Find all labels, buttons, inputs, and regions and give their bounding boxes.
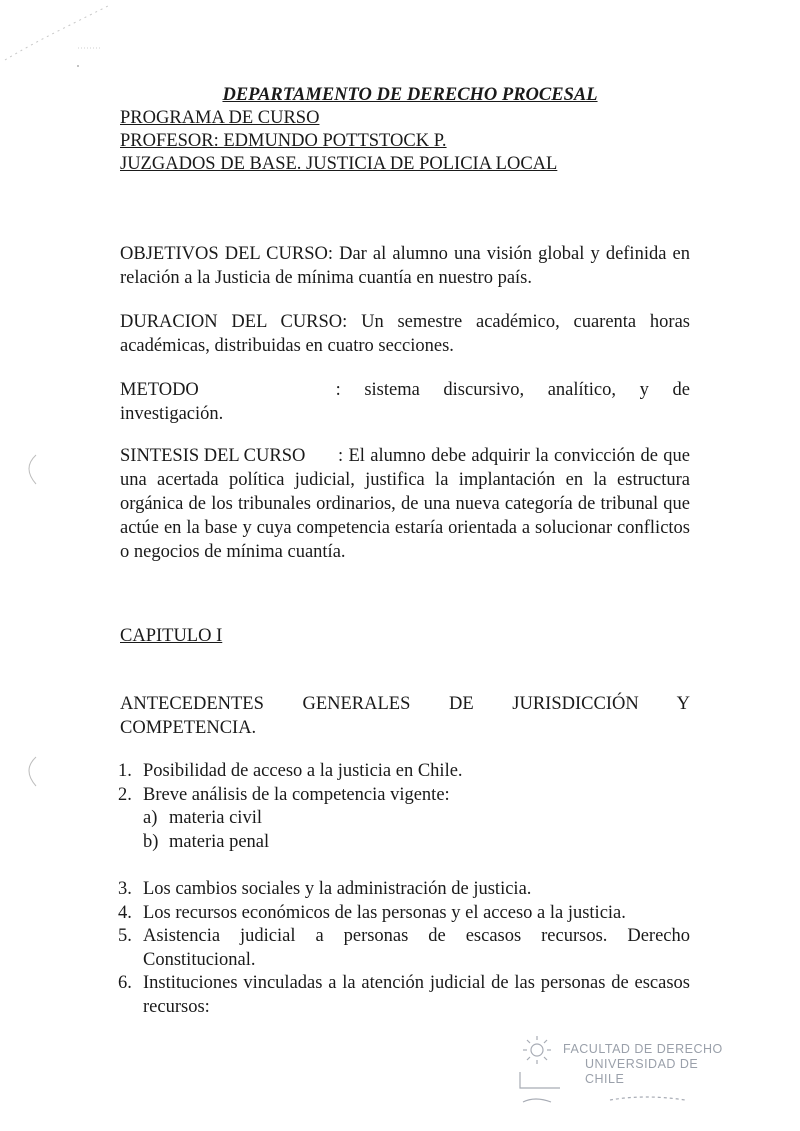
document-header — [120, 84, 700, 176]
antecedentes-heading — [120, 692, 690, 740]
list-item — [118, 925, 690, 972]
antecedentes-line-2: COMPETENCIA. — [120, 718, 257, 738]
stamp-line-2: UNIVERSIDAD DE CHILE — [585, 1057, 699, 1086]
list-item — [118, 878, 690, 902]
metodo-label: METODO — [120, 380, 199, 400]
metodo-word: sistema — [364, 380, 420, 400]
duracion-paragraph: DURACION DEL CURSO: Un semestre académico, cuarenta horas académicas, distribuidas en cuatro secciones. — [120, 312, 690, 356]
list-item-text: Posibilidad de acceso a la justicia en Chile. — [143, 761, 463, 781]
metodo-word: de — [672, 380, 690, 400]
metodo-continuation: investigación. — [120, 404, 224, 424]
list-item-number: 3. — [118, 879, 132, 899]
punch-hole-mark — [18, 450, 42, 490]
sub-item-text: materia penal — [169, 831, 270, 852]
sub-list-item — [118, 831, 690, 855]
sub-item-letter: a) — [143, 808, 158, 828]
sub-list-item — [118, 807, 690, 831]
list-item — [118, 902, 690, 926]
department-title: DEPARTAMENTO DE DERECHO PROCESAL — [222, 85, 598, 105]
metodo-word: analítico, — [547, 380, 617, 400]
sub-item-letter: b) — [143, 831, 159, 852]
punch-hole-mark — [18, 752, 42, 792]
metodo-colon: : — [335, 380, 341, 400]
sintesis-label: SINTESIS DEL CURSO — [120, 446, 306, 466]
list-item-text: Breve análisis de la competencia vigente: — [143, 784, 450, 805]
list-item-number: 1. — [118, 761, 132, 781]
program-line: PROGRAMA DE CURSO — [120, 108, 320, 128]
list-item — [118, 972, 690, 1019]
list-item — [118, 784, 690, 808]
chapter-title: CAPITULO I — [120, 626, 223, 646]
professor-line: PROFESOR: EDMUNDO POTTSTOCK P. — [120, 131, 447, 151]
topics-list — [118, 760, 690, 1019]
list-item-text: Los recursos económicos de las personas y el acceso a la justicia. — [143, 902, 626, 923]
course-line: JUZGADOS DE BASE. JUSTICIA DE POLICIA LOCAL — [120, 154, 558, 174]
list-item-text: Los cambios sociales y la administración de justicia. — [143, 879, 532, 899]
scan-noise-top-left — [0, 0, 120, 80]
metodo-word: y — [639, 380, 649, 400]
objetivos-paragraph: OBJETIVOS DEL CURSO: Dar al alumno una visión global y definida en relación a la Justicia de mínima cuantía en nuestro país. — [120, 244, 690, 288]
antecedentes-line-1: ANTECEDENTES GENERALES DE JURISDICCIÓN Y — [120, 694, 690, 714]
list-item-text: Asistencia judicial a personas de escasos recursos. Derecho Constitucional. — [143, 926, 690, 970]
sub-item-text: materia civil — [169, 808, 262, 828]
sintesis-text: : El alumno debe adquirir la convicción de que una acertada política judicial, justifica la implantación en la estructura orgánica de los tribunales ordinarios, de una nueva categoría de tribunal que actúe en la base y cuya competencia estaría orientada a solucionar conflictos o negocios de mínima cuantía. — [120, 446, 690, 562]
list-item-number: 6. — [118, 973, 132, 993]
list-item-number: 2. — [118, 784, 132, 805]
faculty-stamp — [515, 1030, 735, 1110]
metodo-paragraph — [120, 378, 690, 426]
stamp-line-1: FACULTAD DE DERECHO — [563, 1042, 723, 1056]
sintesis-paragraph — [120, 444, 690, 564]
metodo-word: discursivo, — [443, 380, 525, 400]
list-item-text: Instituciones vinculadas a la atención judicial de las personas de escasos recursos: — [143, 973, 690, 1017]
list-item — [118, 760, 690, 784]
stamp-text — [563, 1042, 735, 1087]
list-item-number: 5. — [118, 926, 132, 946]
list-item-number: 4. — [118, 902, 132, 923]
